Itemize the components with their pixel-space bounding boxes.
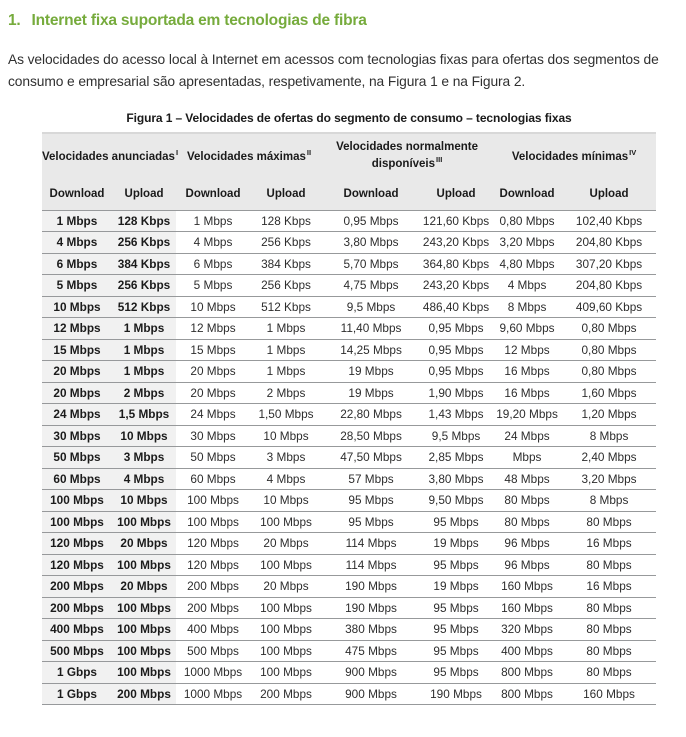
speed-cell: 3,80 Mbps bbox=[420, 468, 492, 490]
speed-cell: 1,90 Mbps bbox=[420, 382, 492, 404]
speed-cell: 9,5 Mbps bbox=[322, 296, 420, 318]
announced-speed-cell: 200 Mbps bbox=[112, 683, 176, 705]
speed-cell: 0,80 Mbps bbox=[562, 318, 656, 340]
speed-cell: 9,50 Mbps bbox=[420, 490, 492, 512]
announced-speed-cell: 10 Mbps bbox=[112, 490, 176, 512]
subheader-download: Download bbox=[322, 178, 420, 211]
speed-cell: 160 Mbps bbox=[492, 597, 562, 619]
announced-speed-cell: 100 Mbps bbox=[112, 640, 176, 662]
announced-speed-cell: 100 Mbps bbox=[112, 554, 176, 576]
speed-cell: 1,20 Mbps bbox=[562, 404, 656, 426]
speed-cell: 486,40 Kbps bbox=[420, 296, 492, 318]
speed-cell: 57 Mbps bbox=[322, 468, 420, 490]
footnote-marker: III bbox=[436, 154, 443, 164]
speed-cell: 160 Mbps bbox=[562, 683, 656, 705]
speed-cell: 4 Mbps bbox=[250, 468, 322, 490]
speed-cell: 95 Mbps bbox=[420, 554, 492, 576]
table-row bbox=[42, 296, 656, 318]
announced-speed-cell: 3 Mbps bbox=[112, 447, 176, 469]
speed-cell: 1 Mbps bbox=[250, 318, 322, 340]
speed-cell: 204,80 Kbps bbox=[562, 275, 656, 297]
speed-cell: 100 Mbps bbox=[176, 490, 250, 512]
table-row bbox=[42, 404, 656, 426]
table-row bbox=[42, 683, 656, 705]
table-row bbox=[42, 511, 656, 533]
announced-speed-cell: 5 Mbps bbox=[42, 275, 112, 297]
speed-cell: 19 Mbps bbox=[420, 576, 492, 598]
speed-cell: 19,20 Mbps bbox=[492, 404, 562, 426]
speed-table bbox=[42, 132, 656, 706]
table-row bbox=[42, 597, 656, 619]
speed-cell: 95 Mbps bbox=[420, 511, 492, 533]
speed-cell: 11,40 Mbps bbox=[322, 318, 420, 340]
announced-speed-cell: 1 Mbps bbox=[42, 210, 112, 232]
section-number: 1. bbox=[8, 12, 21, 29]
speed-cell: 80 Mbps bbox=[562, 640, 656, 662]
speed-cell: 200 Mbps bbox=[176, 597, 250, 619]
subheader-upload: Upload bbox=[112, 178, 176, 211]
speed-cell: 60 Mbps bbox=[176, 468, 250, 490]
table-row bbox=[42, 662, 656, 684]
announced-speed-cell: 1 Mbps bbox=[112, 339, 176, 361]
speed-cell: 80 Mbps bbox=[562, 597, 656, 619]
speed-cell: 100 Mbps bbox=[250, 640, 322, 662]
announced-speed-cell: 20 Mbps bbox=[112, 533, 176, 555]
announced-speed-cell: 60 Mbps bbox=[42, 468, 112, 490]
speed-cell: 19 Mbps bbox=[322, 361, 420, 383]
speed-cell: 12 Mbps bbox=[176, 318, 250, 340]
speed-cell: 256 Kbps bbox=[250, 275, 322, 297]
speed-table-body bbox=[42, 210, 656, 705]
speed-cell: 3,20 Mbps bbox=[562, 468, 656, 490]
speed-cell: 10 Mbps bbox=[176, 296, 250, 318]
subheader-upload: Upload bbox=[420, 178, 492, 211]
speed-cell: 19 Mbps bbox=[420, 533, 492, 555]
announced-speed-cell: 1 Mbps bbox=[112, 318, 176, 340]
announced-speed-cell: 500 Mbps bbox=[42, 640, 112, 662]
announced-speed-cell: 100 Mbps bbox=[112, 597, 176, 619]
speed-cell: 80 Mbps bbox=[562, 662, 656, 684]
speed-cell: 204,80 Kbps bbox=[562, 232, 656, 254]
table-row bbox=[42, 382, 656, 404]
section-heading bbox=[8, 12, 686, 30]
speed-cell: 200 Mbps bbox=[176, 576, 250, 598]
speed-cell: 95 Mbps bbox=[420, 619, 492, 641]
announced-speed-cell: 2 Mbps bbox=[112, 382, 176, 404]
speed-cell: 0,95 Mbps bbox=[420, 361, 492, 383]
announced-speed-cell: 12 Mbps bbox=[42, 318, 112, 340]
table-row bbox=[42, 425, 656, 447]
speed-cell: 8 Mbps bbox=[492, 296, 562, 318]
speed-cell: 800 Mbps bbox=[492, 662, 562, 684]
speed-cell: 400 Mbps bbox=[492, 640, 562, 662]
speed-cell: 95 Mbps bbox=[322, 490, 420, 512]
speed-cell: 409,60 Kbps bbox=[562, 296, 656, 318]
announced-speed-cell: 120 Mbps bbox=[42, 533, 112, 555]
speed-cell: 16 Mbps bbox=[562, 533, 656, 555]
speed-cell: Mbps bbox=[492, 447, 562, 469]
table-row bbox=[42, 318, 656, 340]
speed-cell: 1000 Mbps bbox=[176, 662, 250, 684]
speed-cell: 20 Mbps bbox=[176, 382, 250, 404]
speed-cell: 20 Mbps bbox=[250, 533, 322, 555]
speed-cell: 1,60 Mbps bbox=[562, 382, 656, 404]
speed-cell: 19 Mbps bbox=[322, 382, 420, 404]
speed-cell: 100 Mbps bbox=[250, 662, 322, 684]
figure-caption: Figura 1 – Velocidades de ofertas do segmento de consumo – tecnologias fixas bbox=[126, 110, 572, 125]
announced-speed-cell: 128 Kbps bbox=[112, 210, 176, 232]
announced-speed-cell: 4 Mbps bbox=[42, 232, 112, 254]
speed-cell: 80 Mbps bbox=[562, 619, 656, 641]
announced-speed-cell: 6 Mbps bbox=[42, 253, 112, 275]
table-row bbox=[42, 640, 656, 662]
speed-cell: 1 Mbps bbox=[250, 361, 322, 383]
speed-cell: 160 Mbps bbox=[492, 576, 562, 598]
speed-cell: 8 Mbps bbox=[562, 490, 656, 512]
speed-cell: 4,75 Mbps bbox=[322, 275, 420, 297]
table-row bbox=[42, 339, 656, 361]
speed-cell: 24 Mbps bbox=[176, 404, 250, 426]
announced-speed-cell: 200 Mbps bbox=[42, 597, 112, 619]
table-row bbox=[42, 554, 656, 576]
speed-cell: 30 Mbps bbox=[176, 425, 250, 447]
group-label: Velocidades anunciadas bbox=[42, 150, 175, 163]
speed-cell: 243,20 Kbps bbox=[420, 232, 492, 254]
speed-cell: 1 Mbps bbox=[250, 339, 322, 361]
speed-cell: 100 Mbps bbox=[176, 511, 250, 533]
footnote-marker: I bbox=[175, 147, 179, 157]
announced-speed-cell: 1 Mbps bbox=[112, 361, 176, 383]
announced-speed-cell: 50 Mbps bbox=[42, 447, 112, 469]
speed-cell: 95 Mbps bbox=[420, 597, 492, 619]
speed-cell: 120 Mbps bbox=[176, 554, 250, 576]
speed-cell: 48 Mbps bbox=[492, 468, 562, 490]
announced-speed-cell: 30 Mbps bbox=[42, 425, 112, 447]
speed-cell: 128 Kbps bbox=[250, 210, 322, 232]
speed-cell: 2,85 Mbps bbox=[420, 447, 492, 469]
speed-cell: 4 Mbps bbox=[492, 275, 562, 297]
speed-cell: 100 Mbps bbox=[250, 511, 322, 533]
speed-cell: 100 Mbps bbox=[250, 597, 322, 619]
speed-cell: 800 Mbps bbox=[492, 683, 562, 705]
speed-cell: 0,80 Mbps bbox=[492, 210, 562, 232]
table-row bbox=[42, 210, 656, 232]
speed-cell: 10 Mbps bbox=[250, 425, 322, 447]
speed-cell: 380 Mbps bbox=[322, 619, 420, 641]
speed-cell: 95 Mbps bbox=[420, 640, 492, 662]
speed-cell: 2 Mbps bbox=[250, 382, 322, 404]
subheader-download: Download bbox=[176, 178, 250, 211]
speed-cell: 500 Mbps bbox=[176, 640, 250, 662]
footnote-marker: IV bbox=[629, 147, 637, 157]
speed-cell: 22,80 Mbps bbox=[322, 404, 420, 426]
announced-speed-cell: 10 Mbps bbox=[42, 296, 112, 318]
speed-cell: 900 Mbps bbox=[322, 683, 420, 705]
speed-cell: 10 Mbps bbox=[250, 490, 322, 512]
table-row bbox=[42, 361, 656, 383]
speed-cell: 121,60 Kbps bbox=[420, 210, 492, 232]
announced-speed-cell: 100 Mbps bbox=[112, 511, 176, 533]
group-header-row bbox=[42, 133, 656, 178]
subheader-download: Download bbox=[42, 178, 112, 211]
speed-cell: 307,20 Kbps bbox=[562, 253, 656, 275]
group-header-maximum-speeds bbox=[176, 133, 322, 178]
subheader-download: Download bbox=[492, 178, 562, 211]
speed-cell: 900 Mbps bbox=[322, 662, 420, 684]
speed-cell: 320 Mbps bbox=[492, 619, 562, 641]
announced-speed-cell: 24 Mbps bbox=[42, 404, 112, 426]
table-row bbox=[42, 232, 656, 254]
speed-cell: 4,80 Mbps bbox=[492, 253, 562, 275]
speed-cell: 0,95 Mbps bbox=[322, 210, 420, 232]
group-header-normally-available-speeds bbox=[322, 133, 492, 178]
table-row bbox=[42, 447, 656, 469]
speed-cell: 96 Mbps bbox=[492, 554, 562, 576]
speed-cell: 243,20 Kbps bbox=[420, 275, 492, 297]
footnote-marker: II bbox=[306, 147, 312, 157]
table-row bbox=[42, 619, 656, 641]
speed-cell: 3,20 Mbps bbox=[492, 232, 562, 254]
speed-cell: 80 Mbps bbox=[492, 511, 562, 533]
speed-cell: 16 Mbps bbox=[492, 382, 562, 404]
speed-cell: 190 Mbps bbox=[322, 576, 420, 598]
speed-cell: 80 Mbps bbox=[492, 490, 562, 512]
table-row bbox=[42, 275, 656, 297]
announced-speed-cell: 20 Mbps bbox=[112, 576, 176, 598]
speed-cell: 100 Mbps bbox=[250, 554, 322, 576]
announced-speed-cell: 100 Mbps bbox=[42, 490, 112, 512]
announced-speed-cell: 512 Kbps bbox=[112, 296, 176, 318]
announced-speed-cell: 256 Kbps bbox=[112, 275, 176, 297]
announced-speed-cell: 100 Mbps bbox=[42, 511, 112, 533]
speed-cell: 20 Mbps bbox=[250, 576, 322, 598]
announced-speed-cell: 256 Kbps bbox=[112, 232, 176, 254]
document-page bbox=[0, 12, 686, 705]
announced-speed-cell: 20 Mbps bbox=[42, 382, 112, 404]
table-row bbox=[42, 468, 656, 490]
figure-1-area bbox=[42, 111, 656, 706]
speed-cell: 384 Kbps bbox=[250, 253, 322, 275]
speed-cell: 100 Mbps bbox=[250, 619, 322, 641]
speed-cell: 2,40 Mbps bbox=[562, 447, 656, 469]
group-header-minimum-speeds bbox=[492, 133, 656, 178]
speed-cell: 0,95 Mbps bbox=[420, 339, 492, 361]
speed-cell: 400 Mbps bbox=[176, 619, 250, 641]
speed-cell: 24 Mbps bbox=[492, 425, 562, 447]
table-row bbox=[42, 576, 656, 598]
intro-paragraph: As velocidades do acesso local à Internet em acessos com tecnologias fixas para ofertas dos segmentos de consumo e empresarial são apresentadas, respetivamente, na Figura 1 e na Figura 2. bbox=[8, 52, 659, 90]
speed-cell: 95 Mbps bbox=[322, 511, 420, 533]
speed-cell: 1000 Mbps bbox=[176, 683, 250, 705]
speed-cell: 15 Mbps bbox=[176, 339, 250, 361]
announced-speed-cell: 1 Gbps bbox=[42, 683, 112, 705]
group-header-announced-speeds bbox=[42, 133, 179, 178]
speed-cell: 8 Mbps bbox=[562, 425, 656, 447]
announced-speed-cell: 200 Mbps bbox=[42, 576, 112, 598]
announced-speed-cell: 20 Mbps bbox=[42, 361, 112, 383]
group-label: Velocidades normalmente disponíveis bbox=[336, 141, 478, 170]
speed-cell: 80 Mbps bbox=[562, 511, 656, 533]
speed-cell: 14,25 Mbps bbox=[322, 339, 420, 361]
announced-speed-cell: 4 Mbps bbox=[112, 468, 176, 490]
subheader-upload: Upload bbox=[250, 178, 322, 211]
announced-speed-cell: 10 Mbps bbox=[112, 425, 176, 447]
speed-cell: 5 Mbps bbox=[176, 275, 250, 297]
announced-speed-cell: 15 Mbps bbox=[42, 339, 112, 361]
speed-cell: 12 Mbps bbox=[492, 339, 562, 361]
announced-speed-cell: 1 Gbps bbox=[42, 662, 112, 684]
section-title: Internet fixa suportada em tecnologias de fibra bbox=[31, 12, 367, 29]
group-label: Velocidades máximas bbox=[186, 150, 306, 163]
speed-cell: 80 Mbps bbox=[562, 554, 656, 576]
speed-cell: 20 Mbps bbox=[176, 361, 250, 383]
speed-cell: 47,50 Mbps bbox=[322, 447, 420, 469]
group-label: Velocidades mínimas bbox=[511, 150, 629, 163]
announced-speed-cell: 100 Mbps bbox=[112, 619, 176, 641]
speed-cell: 16 Mbps bbox=[492, 361, 562, 383]
speed-cell: 1,43 Mbps bbox=[420, 404, 492, 426]
speed-cell: 9,5 Mbps bbox=[420, 425, 492, 447]
announced-speed-cell: 120 Mbps bbox=[42, 554, 112, 576]
speed-cell: 4 Mbps bbox=[176, 232, 250, 254]
speed-cell: 190 Mbps bbox=[322, 597, 420, 619]
speed-cell: 0,80 Mbps bbox=[562, 361, 656, 383]
speed-cell: 200 Mbps bbox=[250, 683, 322, 705]
speed-cell: 3 Mbps bbox=[250, 447, 322, 469]
speed-cell: 1,50 Mbps bbox=[250, 404, 322, 426]
speed-cell: 475 Mbps bbox=[322, 640, 420, 662]
subheader-row bbox=[42, 178, 656, 211]
speed-cell: 256 Kbps bbox=[250, 232, 322, 254]
announced-speed-cell: 384 Kbps bbox=[112, 253, 176, 275]
speed-cell: 0,80 Mbps bbox=[562, 339, 656, 361]
subheader-upload: Upload bbox=[562, 178, 656, 211]
table-row bbox=[42, 490, 656, 512]
announced-speed-cell: 1,5 Mbps bbox=[112, 404, 176, 426]
speed-cell: 6 Mbps bbox=[176, 253, 250, 275]
speed-cell: 114 Mbps bbox=[322, 554, 420, 576]
speed-cell: 114 Mbps bbox=[322, 533, 420, 555]
speed-cell: 102,40 Kbps bbox=[562, 210, 656, 232]
speed-cell: 5,70 Mbps bbox=[322, 253, 420, 275]
speed-cell: 190 Mbps bbox=[420, 683, 492, 705]
speed-cell: 512 Kbps bbox=[250, 296, 322, 318]
speed-table-header bbox=[42, 133, 656, 211]
speed-cell: 95 Mbps bbox=[420, 662, 492, 684]
speed-cell: 3,80 Mbps bbox=[322, 232, 420, 254]
speed-cell: 50 Mbps bbox=[176, 447, 250, 469]
speed-cell: 364,80 Kbps bbox=[420, 253, 492, 275]
speed-cell: 16 Mbps bbox=[562, 576, 656, 598]
speed-cell: 28,50 Mbps bbox=[322, 425, 420, 447]
table-row bbox=[42, 253, 656, 275]
announced-speed-cell: 100 Mbps bbox=[112, 662, 176, 684]
speed-cell: 96 Mbps bbox=[492, 533, 562, 555]
speed-cell: 0,95 Mbps bbox=[420, 318, 492, 340]
announced-speed-cell: 400 Mbps bbox=[42, 619, 112, 641]
speed-cell: 1 Mbps bbox=[176, 210, 250, 232]
table-row bbox=[42, 533, 656, 555]
speed-cell: 120 Mbps bbox=[176, 533, 250, 555]
speed-cell: 9,60 Mbps bbox=[492, 318, 562, 340]
